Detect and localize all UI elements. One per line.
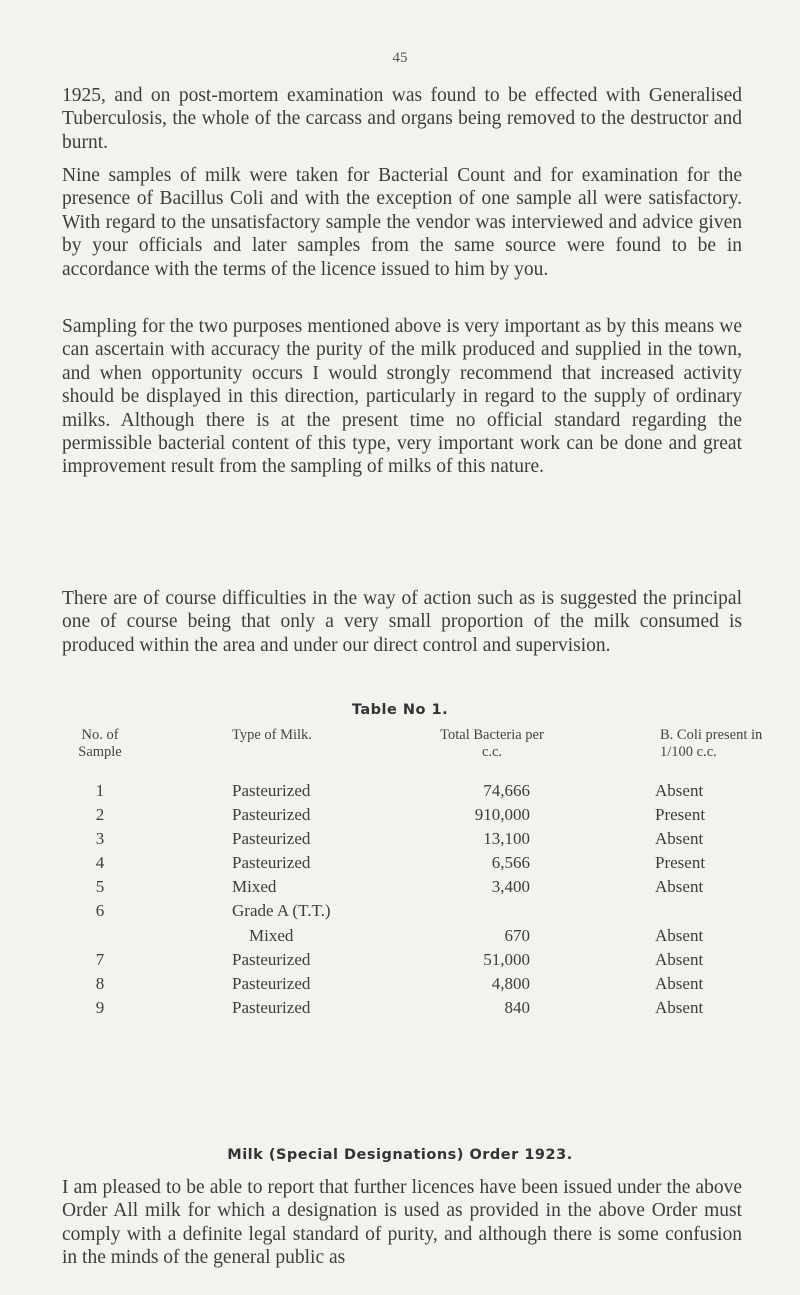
cell-bacteria-count: 13,100	[483, 829, 530, 848]
cell-milk-type-continued: Mixed	[249, 926, 294, 945]
cell-b-coli: Absent	[655, 877, 704, 896]
cell-sample-no: 5	[95, 877, 105, 896]
cell-milk-type: Pasteurized	[232, 950, 311, 969]
header-milk-type: Type of Milk.	[232, 727, 312, 743]
cell-b-coli: Absent	[655, 926, 704, 945]
paragraph-difficulties: There are of course difficulties in the way of action such as is suggested the principal one of course being that only a very small proportion of the milk consumed is produced within the area and under our direct control and supervision.	[62, 588, 742, 656]
cell-sample-no: 3	[95, 829, 105, 848]
cell-b-coli: Absent	[655, 781, 704, 800]
cell-b-coli: Present	[655, 805, 706, 824]
header-total-bacteria: Total Bacteria per c.c.	[440, 727, 544, 760]
cell-sample-no: 8	[95, 974, 105, 993]
header-b-coli: B. Coli present in 1/100 c.c.	[660, 727, 763, 760]
cell-milk-type: Pasteurized	[232, 805, 311, 824]
cell-sample-no: 1	[95, 781, 105, 800]
cell-milk-type: Grade A (T.T.)	[232, 901, 331, 920]
cell-sample-no: 4	[95, 853, 105, 872]
cell-bacteria-count: 3,400	[491, 877, 530, 896]
cell-b-coli: Absent	[655, 974, 704, 993]
paragraph-tuberculosis: 1925, and on post-mortem examination was found to be effected with Generalised Tuberculosis, the whole of the carcass and organs being removed to the destructor and burnt.	[62, 85, 742, 153]
paragraph-sampling-importance: Sampling for the two purposes mentioned above is very important as by this means we can ascertain with accuracy the purity of the milk produced and supplied in the town, and when opportunity occurs I would strongly recommend that increased activity should be displayed in this direction, particularly in regard to the supply of ordinary milks. Although there is at the present time no official standard regarding the permissible bacterial content of this type, very important work can be done and great improvement result from the sampling of milks of this nature.	[62, 316, 742, 478]
cell-bacteria-count: 670	[504, 926, 530, 945]
cell-bacteria-count: 4,800	[491, 974, 530, 993]
cell-sample-no: 9	[95, 998, 105, 1017]
cell-bacteria-count: 74,666	[483, 781, 530, 800]
cell-milk-type: Pasteurized	[232, 829, 311, 848]
cell-bacteria-count: 840	[504, 998, 530, 1017]
cell-milk-type: Pasteurized	[232, 781, 311, 800]
paragraph-licences: I am pleased to be able to report that further licences have been issued under the above Order All milk for which a designation is used as provided in the above Order must comply with a definite legal standard of purity, and although there is some confusion in the minds of the general public as	[62, 1177, 742, 1269]
cell-b-coli: Absent	[655, 829, 704, 848]
cell-milk-type: Mixed	[232, 877, 277, 896]
cell-sample-no: 6	[95, 901, 105, 920]
header-sample-no: No. of Sample	[78, 727, 122, 760]
page-number: 45	[392, 50, 408, 66]
table-title: Table No 1.	[351, 702, 449, 718]
cell-b-coli: Present	[655, 853, 706, 872]
cell-bacteria-count: 910,000	[474, 805, 530, 824]
cell-b-coli: Absent	[655, 950, 704, 969]
cell-milk-type: Pasteurized	[232, 853, 311, 872]
cell-bacteria-count: 6,566	[491, 853, 530, 872]
cell-bacteria-count: 51,000	[483, 950, 530, 969]
cell-milk-type: Pasteurized	[232, 998, 311, 1017]
cell-b-coli: Absent	[655, 998, 704, 1017]
cell-milk-type: Pasteurized	[232, 974, 311, 993]
cell-sample-no: 2	[95, 805, 105, 824]
section-heading: Milk (Special Designations) Order 1923.	[227, 1147, 573, 1163]
cell-sample-no: 7	[95, 950, 105, 969]
paragraph-milk-samples: Nine samples of milk were taken for Bacterial Count and for examination for the presence of Bacillus Coli and with the exception of one sample all were satisfactory. With regard to the unsatisfactory sample the vendor was interviewed and advice given by your officials and later samples from the same source were found to be in accordance with the terms of the licence issued to him by you.	[62, 165, 742, 280]
